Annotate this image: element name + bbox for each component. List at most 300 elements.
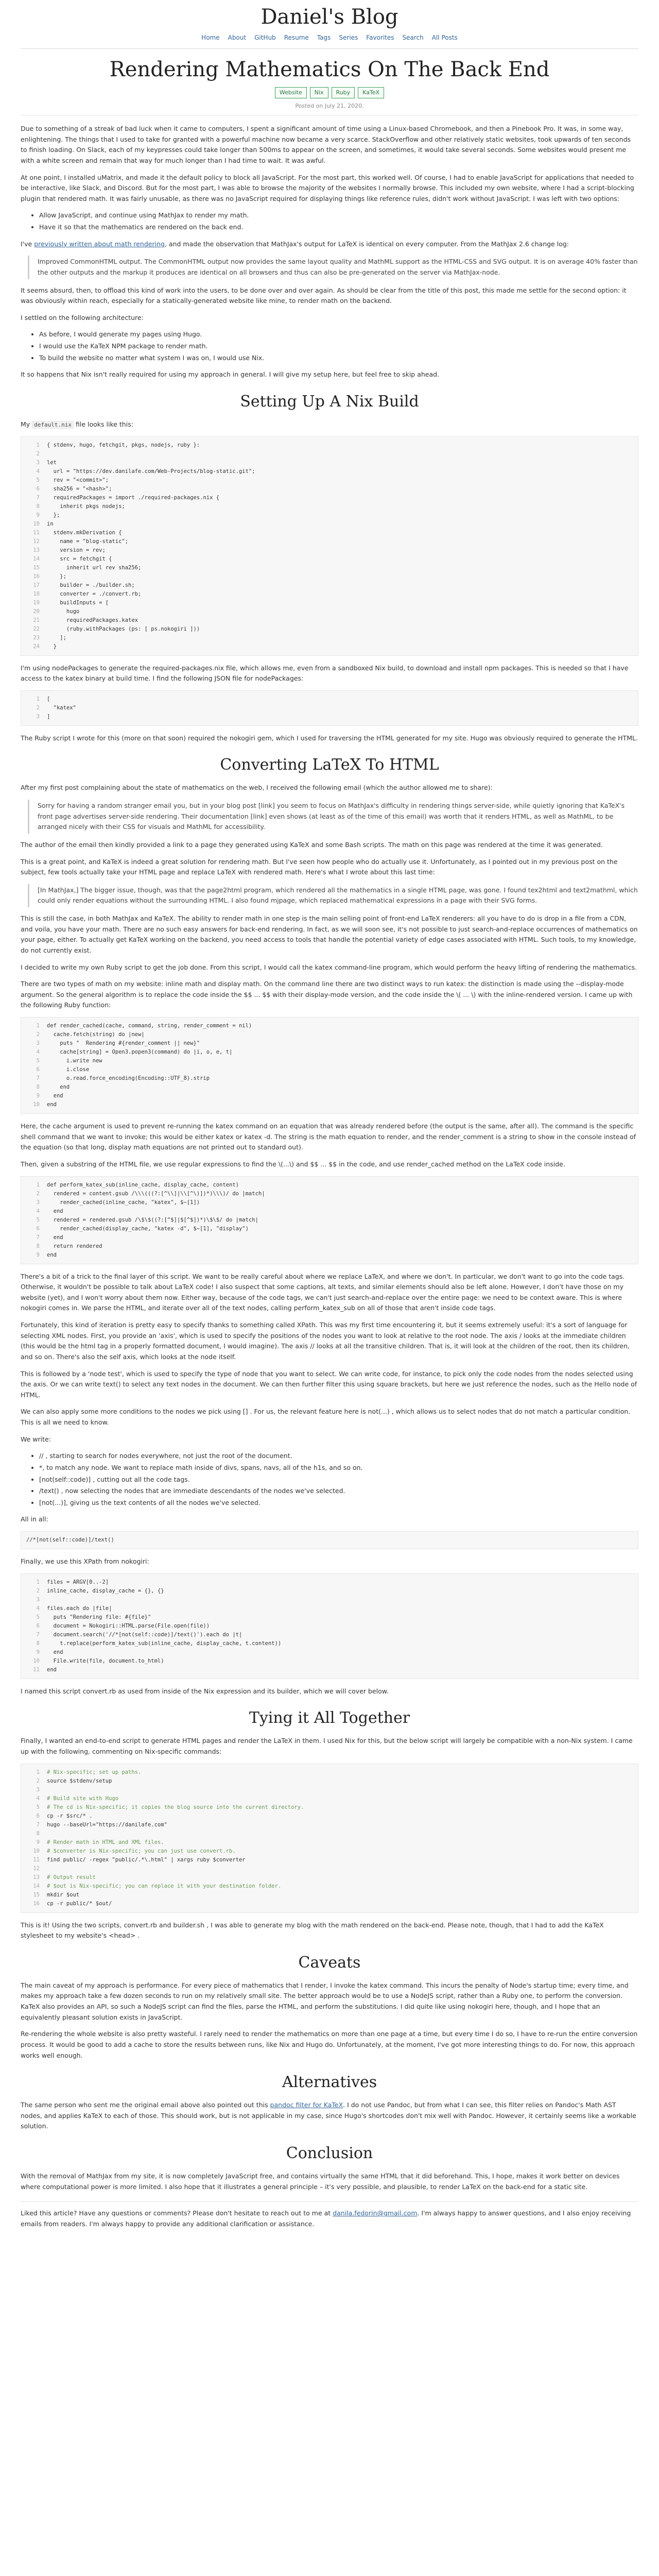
code-line: [26, 1657, 633, 1666]
line-number: 13: [33, 1874, 40, 1880]
line-number: 17: [33, 582, 40, 588]
line-number: 14: [33, 1883, 40, 1889]
line-number: 4: [36, 1208, 40, 1214]
xpath-block: //*[not(self::code)]/text(): [21, 1531, 638, 1549]
code-text: render_cached(display_cache, "katex -d", $~[1], "display"): [47, 1225, 249, 1232]
code-text: end: [47, 1093, 63, 1099]
line-number: 9: [36, 512, 40, 518]
code-line: [26, 1604, 633, 1613]
code-line: [26, 1578, 633, 1587]
code-text: "katex": [47, 704, 76, 711]
line-number: 3: [36, 1786, 40, 1793]
line-number: 5: [36, 1804, 40, 1810]
paragraph: I settled on the following architecture:: [21, 313, 144, 321]
code-line: [26, 564, 633, 572]
site-header: [0, 0, 659, 49]
code-line: [26, 529, 633, 537]
code-text: end: [47, 1101, 57, 1108]
code-text: let: [47, 459, 57, 466]
code-line: [26, 1181, 633, 1190]
code-line: [26, 1225, 633, 1233]
code-text: rendered = content.gsub /\\\(((?:[^\\]|\\[^\)])*)\\\)/ do |match|: [47, 1190, 265, 1197]
code-text: sha256 = "<hash>";: [47, 485, 112, 492]
code-text: document.search('//*[not(self::code)]/text()').each do |t|: [47, 1631, 242, 1638]
line-number: 6: [36, 1066, 40, 1073]
code-text: cp -r $src/* .: [47, 1812, 93, 1819]
code-line: [26, 695, 633, 704]
code-text: # Nix-specific; set up paths.: [47, 1769, 142, 1775]
paragraph: This is it! Using the two scripts, convert.rb and builder.sh , I was able to generate my blog with the math rendered on the back-end. Please note, though, that I had to add the KaTeX stylesheet to my website's <head> .: [21, 1921, 604, 1940]
code-line: [26, 1057, 633, 1065]
paragraph: We can also apply some more conditions to the nodes we pick using [] . For us, the relevant feature here is not(...) , which allows us to select nodes that do not match a particular condition. This is all we need to know.: [21, 1408, 631, 1427]
paragraph: Here, the cache argument is used to prevent re-running the katex command on an equation that was already rendered before (the output is the same, after all). The command is the specific shell command that we want to invoke; this would be either katex or katex -d. The string is the math equation to render, and the render_comment is a string to show in the console instead of the equation (so that long, display math equations are not printed out to standard out).: [21, 1122, 636, 1151]
code-line: [26, 625, 633, 634]
nav-link-search[interactable]: Search: [402, 34, 424, 41]
line-number: 3: [36, 713, 40, 720]
line-number: 10: [33, 1101, 40, 1108]
nav-link-resume[interactable]: Resume: [284, 34, 309, 41]
code-line: [26, 1865, 633, 1873]
code-line: [26, 476, 633, 485]
code-line: [26, 1639, 633, 1648]
code-text: [: [47, 696, 50, 702]
code-line: [26, 1777, 633, 1786]
code-text: rev = "<commit>";: [47, 477, 109, 483]
code-text: hugo --baseUrl="https://danilafe.com": [47, 1821, 167, 1828]
code-text: cache.fetch(string) do |new|: [47, 1031, 145, 1038]
code-line: [26, 537, 633, 546]
code-line: [26, 1786, 633, 1794]
paragraph: [21, 239, 638, 250]
line-number: 8: [36, 1640, 40, 1647]
line-number: 3: [36, 1040, 40, 1047]
line-number: 7: [36, 1821, 40, 1828]
line-number: 15: [33, 564, 40, 571]
code-line: [26, 1207, 633, 1216]
line-number: 2: [36, 1031, 40, 1038]
code-line: [26, 520, 633, 529]
code-text: src = fetchgit {: [47, 555, 112, 562]
header-divider: [21, 48, 638, 49]
line-number: 6: [36, 1225, 40, 1232]
code-text: o.read.force_encoding(Encoding::UTF_8).strip: [47, 1075, 210, 1082]
paragraph: It so happens that Nix isn't really required for using my approach in general. I will give my setup here, but feel free to skip ahead.: [21, 370, 440, 379]
list-item: • I would use the KaTeX NPM package to render math.: [39, 341, 638, 352]
paragraph: Re-rendering the whole website is also pretty wasteful. I rarely need to render the mathematics on more than one page at a time, but every time I do so, I have to re-run the entire conversion process. It would be good to add a cache to store the results between runs, like Nix and Hugo do. Unfortunately, at the moment, I've got more interesting things to do. For now, this approach works well enough.: [21, 2030, 638, 2059]
code-line: [26, 634, 633, 642]
line-number: 14: [33, 555, 40, 562]
line-number: 3: [36, 1596, 40, 1603]
tag-website[interactable]: Website: [275, 87, 307, 98]
code-line: [26, 704, 633, 713]
code-text: cp -r public/* $out/: [47, 1900, 112, 1907]
section-heading: Setting Up A Nix Build: [240, 392, 419, 411]
code-line: [26, 1100, 633, 1109]
line-number: 12: [33, 1865, 40, 1872]
code-text: end: [47, 1234, 63, 1241]
line-number: 24: [33, 643, 40, 650]
list-item: • Allow JavaScript, and continue using MathJax to render my math.: [39, 210, 638, 221]
code-block: [21, 690, 638, 726]
line-number: 16: [33, 1900, 40, 1907]
code-text: end: [47, 1666, 57, 1673]
code-text: # Output result: [47, 1874, 96, 1880]
line-number: 21: [33, 617, 40, 623]
nav-link-series[interactable]: Series: [339, 34, 358, 41]
link-previous-post[interactable]: previously written about math rendering: [34, 240, 165, 248]
code-block: [21, 1764, 638, 1913]
line-number: 9: [36, 1251, 40, 1258]
code-text: def perform_katex_sub(inline_cache, display_cache, content): [47, 1181, 239, 1188]
code-text: ]: [47, 713, 50, 720]
code-line: [26, 1242, 633, 1251]
code-line: [26, 1030, 633, 1039]
code-line: [26, 459, 633, 467]
line-number: 4: [36, 1795, 40, 1802]
code-text: # $out is Nix-specific; you can replace it with your destination folder.: [47, 1883, 282, 1889]
code-line: [26, 1198, 633, 1207]
code-text: end: [47, 1084, 70, 1091]
section-heading: Conclusion: [286, 2144, 373, 2163]
paragraph: The main caveat of my approach is performance. For every piece of mathematics that I render, I invoke the katex command. This incurs the penalty of Node's startup time; every time, and makes my approach take a few dozen seconds to run on my relatively small site. The better approach would be to use a NodeJS script, rather than a Ruby one, to perform the conversion. KaTeX also provides an API, so such a NodeJS script can find the files, parse the HTML, and perform the substitutions. I did quite like using nokogiri here, though, and I hope that an equivalently pleasant solution exists in JavaScript.: [21, 1981, 629, 2021]
code-line: [26, 1065, 633, 1074]
nav-link-about[interactable]: About: [228, 34, 247, 41]
code-line: [26, 546, 633, 555]
line-number: 8: [36, 1243, 40, 1249]
paragraph: This is a great point, and KaTeX is indeed a great solution for rendering math. But I've seen how people who do actually use it. Unfortunately, as I pointed out in my previous post on the subject, few tools actually take your HTML page and replace LaTeX with rendered math. Here's what I wrote about this last time:: [21, 857, 618, 876]
line-number: 2: [36, 1777, 40, 1784]
code-text: t.replace(perform_katex_sub(inline_cache, display_cache, t.content)): [47, 1640, 282, 1647]
nav-link-home[interactable]: Home: [201, 34, 220, 41]
line-number: 1: [36, 1579, 40, 1585]
paragraph: There are two types of math on my website: inline math and display math. On the command line there are two distinct ways to run katex: the distinction is made using the --display-mode argument. So the general algorithm is to replace the code inside the $$ ... $$ with their display-mode version, and the code inside the \( ... \) with the inline-rendered version. I came up with the following Ruby function:: [21, 980, 633, 1009]
code-line: [26, 1873, 633, 1882]
code-text: requiredPackages.katex: [47, 617, 138, 623]
code-line: [26, 713, 633, 721]
paragraph: Then, given a substring of the HTML file, we use regular expressions to find the \(...\) and $$ ... $$ in the code, and use render_cached method on the LaTeX code inside.: [21, 1160, 565, 1168]
line-number: 2: [36, 450, 40, 457]
tag-nix[interactable]: Nix: [310, 87, 328, 98]
line-number: 1: [36, 1181, 40, 1188]
code-line: [26, 599, 633, 607]
code-line: [26, 1812, 633, 1821]
line-number: 4: [36, 1605, 40, 1612]
line-number: 6: [36, 1622, 40, 1629]
code-text: }: [47, 643, 57, 650]
text: I've: [21, 240, 34, 248]
code-text: end: [47, 1208, 63, 1214]
code-text: name = "blog-static";: [47, 538, 129, 545]
line-number: 1: [36, 442, 40, 448]
code-text: { stdenv, hugo, fetchgit, pkgs, nodejs, ruby }:: [47, 442, 200, 448]
code-line: [26, 1596, 633, 1604]
text: . I'm always happy to answer questions, and I also enjoy receiving emails from readers. I'm always happy to provide any additional clarification or assistance.: [21, 2209, 631, 2228]
paragraph: [21, 2100, 638, 2132]
architecture-list: [39, 329, 638, 363]
code-text: # Render math in HTML and XML files.: [47, 1839, 164, 1845]
code-text: hugo: [47, 608, 80, 615]
code-text: document = Nokogiri::HTML.parse(File.open(file)): [47, 1622, 210, 1629]
line-number: 11: [33, 1856, 40, 1863]
code-text: converter = ./convert.rb;: [47, 590, 142, 597]
line-number: 10: [33, 1657, 40, 1664]
code-line: [26, 450, 633, 459]
line-number: 1: [36, 1023, 40, 1029]
paragraph: It seems absurd, then, to offload this kind of work into the users, to be done over and over again. As should be clear from the title of this post, this made me settle for the second option: it was obviously within reach, especially for a statically-generated website like mine, to render math on the backend.: [21, 286, 627, 305]
line-number: 4: [36, 1049, 40, 1056]
line-number: 9: [36, 1649, 40, 1655]
code-line: [26, 1216, 633, 1225]
link-email[interactable]: danila.fedorin@gmail.com: [333, 2209, 418, 2217]
line-number: 8: [36, 1084, 40, 1091]
line-number: 5: [36, 1614, 40, 1620]
section-heading: Alternatives: [282, 2073, 377, 2092]
section-heading: Converting LaTeX To HTML: [220, 756, 439, 774]
list-item: • *, to match any node. We want to replace math inside of divs, spans, navs, all of the h1s, and so on.: [39, 1463, 638, 1473]
code-text: inherit url rev sha256;: [47, 564, 142, 571]
code-line: [26, 1074, 633, 1083]
code-text: # Build site with Hugo: [47, 1795, 119, 1802]
code-line: [26, 1900, 633, 1908]
paragraph: Fortunately, this kind of iteration is pretty easy to specify thanks to something called XPath. This was my first time encountering it, but it seems extremely useful: it's a sort of language for selecting XML nodes. First, you provide an 'axis', which is used to specify the positions of the nodes you want to look at relative to the root node. The axis / looks at the immediate children (this would be the html tag in a properly formatted document, I would imagine). The axis // looks at all the transitive children. That is, it will look at the children of the root, then its children, and so on. There's also the self axis, which looks at the node itself.: [21, 1321, 630, 1361]
code-text: mkdir $out: [47, 1891, 80, 1898]
code-text: # $converter is Nix-specific; you can just use convert.rb.: [47, 1848, 236, 1854]
code-line: [26, 1856, 633, 1865]
code-line: [26, 590, 633, 599]
text: . I do not use Pandoc, but from what I can see, this filter relies on Pandoc's Math AST nodes, and applies KaTeX to each of those. This should work, but is not applicable in my case, since Hugo's shortcodes don't mix well with Pandoc. However, it certainly seems like a workable solution.: [21, 2101, 636, 2130]
paragraph: I decided to write my own Ruby script to get the job done. From this script, I would call the katex command-line program, which would perform the heavy lifting of rendering the mathematics.: [21, 963, 637, 971]
site-nav: [0, 33, 659, 43]
paragraph: This is still the case, in both MathJax and KaTeX. The ability to render math in one step is the main selling point of front-end LaTeX renderers: all you have to do is drop in a file from a CDN, and voila, you have your math. There are no such easy answers for back-end rendering. In fact, as we will soon see, it's not possible to just search-and-replace occurrences of mathematics on your page, either. To actually get KaTeX working on the backend, you need access to tools that handle the potential variety of edge cases associated with HTML. Such tools, to my knowledge, do not currently exist.: [21, 914, 638, 954]
line-number: 7: [36, 1075, 40, 1082]
code-line: [26, 616, 633, 625]
nav-link-favorites[interactable]: Favorites: [366, 34, 394, 41]
text: Liked this article? Have any questions or comments? Please don't hesitate to reach out to me at: [21, 2209, 333, 2217]
code-line: [26, 1891, 633, 1900]
text: My: [21, 420, 32, 428]
paragraph: All in all:: [21, 1515, 48, 1523]
code-line: [26, 1039, 633, 1048]
paragraph: Finally, I wanted an end-to-end script to generate HTML pages and render the LaTeX in them. I used Nix for this, but the below script will largely be compatible with a non-Nix system. I came up with the following, commenting on Nix-specific commands:: [21, 1737, 633, 1755]
blockquote: Sorry for having a random stranger email you, but in your blog post [link] you seem to focus on MathJax's difficulty in rendering things server-side, while quietly ignoring that KaTeX's front page advertises server-side rendering. Their documentation [link] even shows (at least as of the time of this email) was worth that it renders HTML, as well as MathML, to be arranged nicely with their CSS for visuals and MathML for accessibility.: [28, 800, 638, 834]
line-number: 19: [33, 599, 40, 606]
code-text: i.write new: [47, 1058, 102, 1064]
line-number: 15: [33, 1891, 40, 1898]
post-date: Posted on July 21, 2020.: [295, 102, 364, 109]
list-item: • Have it so that the mathematics are rendered on the back end.: [39, 222, 638, 233]
link-pandoc-filter[interactable]: pandoc filter for KaTeX: [270, 2101, 343, 2109]
line-number: 22: [33, 625, 40, 632]
code-line: [26, 1847, 633, 1856]
code-text: url = "https://dev.danilafe.com/Web-Projects/blog-static.git";: [47, 468, 255, 474]
line-number: 3: [36, 1199, 40, 1206]
line-number: 12: [33, 538, 40, 545]
code-text: files.each do |file|: [47, 1605, 112, 1612]
code-line: [26, 642, 633, 651]
line-number: 7: [36, 1631, 40, 1638]
line-number: 9: [36, 1839, 40, 1845]
tag-ruby[interactable]: Ruby: [332, 87, 355, 98]
nav-link-all-posts[interactable]: All Posts: [431, 34, 458, 41]
paragraph: At one point, I installed uMatrix, and made it the default policy to block all JavaScript. For the most part, this worked well. Of course, I had to enable JavaScript for applications that needed to be interactive, like Slack, and Discord. But for the most part, I was able to browse the majority of the websites I normally browse. This included my own website, where I had a script-blocking plugin that rendered math. It was fairly unusable, as there was no JavaScript required for displaying things like reference rules, didn't work without JavaScript. I was left with two options:: [21, 173, 634, 202]
line-number: 18: [33, 590, 40, 597]
code-line: [26, 581, 633, 590]
line-number: 23: [33, 634, 40, 641]
code-line: [26, 1838, 633, 1847]
code-text: in: [47, 520, 54, 527]
paragraph: There's a bit of a trick to the final layer of this script. We want to be really careful about where we replace LaTeX, and where we don't. In particular, we don't want to go into the code tags. Otherwise, it wouldn't be possible to talk about LaTeX code! I also suspect that some captions, alt texts, and similar elements should also be left alone. However, I don't have those on my website (yet), and I won't worry about them now. Either way, because of the code tags, we can't just search-and-replace over the entire page: we need to be context aware. This is where nokogiri comes in. We parse the HTML, and iterate over all of the text nodes, calling perform_katex_sub on all of those that aren't inside code tags.: [21, 1272, 625, 1312]
paragraph: The Ruby script I wrote for this (more on that soon) required the nokogiri gem, which I used for traversing the HTML generated for my site. Hugo was obviously required to generate the HTML.: [21, 734, 638, 742]
line-number: 6: [36, 485, 40, 492]
line-number: 11: [33, 529, 40, 536]
code-text: version = rev;: [47, 547, 106, 553]
section-heading: Tying it All Together: [249, 1709, 410, 1727]
paragraph: Finally, we use this XPath from nokogiri:: [21, 1557, 149, 1566]
paragraph: We write:: [21, 1435, 51, 1443]
code-text: puts " Rendering #{render_comment || new}": [47, 1040, 200, 1047]
code-text: return rendered: [47, 1243, 102, 1249]
code-text: cache[string] = Open3.popen3(command) do |i, o, e, t|: [47, 1049, 233, 1056]
code-text: # The cd is Nix-specific; it copies the blog source into the current directory.: [47, 1804, 304, 1810]
line-number: 11: [33, 1666, 40, 1673]
list-item: • /text() , now selecting the nodes that are immediate descendants of the nodes we've selected.: [39, 1486, 638, 1497]
code-text: inline_cache, display_cache = {}, {}: [47, 1587, 164, 1594]
code-line: [26, 1829, 633, 1838]
line-number: 8: [36, 1830, 40, 1837]
paragraph: I'm using nodePackages to generate the required-packages.nix file, which allows me, even from a sandboxed Nix build, to download and install npm packages. This is needed so that I have access to the katex binary at build time. I find the following JSON file for nodePackages:: [21, 664, 629, 683]
code-line: [26, 1622, 633, 1631]
code-line: [26, 1821, 633, 1829]
tag-katex[interactable]: KaTeX: [358, 87, 384, 98]
paragraph: I named this script convert.rb as used from inside of the Nix expression and its builder, which we will cover below.: [21, 1687, 389, 1695]
code-line: [26, 485, 633, 494]
code-text: ];: [47, 634, 66, 641]
line-number: 5: [36, 477, 40, 483]
paragraph: This is followed by a 'node test', which is used to specify the type of node that you want to select. We can write code, for instance, to pick only the code nodes from the nodes selected using the axis. Or we can write text() to select any text nodes in the document. We can then further filter this using square brackets, but here we just reference the nodes, such as the Hello node of HTML.: [21, 1369, 637, 1399]
line-number: 10: [33, 1848, 40, 1854]
code-line: [26, 1587, 633, 1596]
text: , and made the observation that MathJax's output for LaTeX is identical on every computer. From the MathJax 2.6 change log:: [164, 240, 569, 248]
code-line: [26, 1233, 633, 1242]
code-line: [26, 1048, 633, 1057]
code-text: builder = ./builder.sh;: [47, 582, 135, 588]
code-line: [26, 511, 633, 520]
code-text: end: [47, 1649, 63, 1655]
code-line: [26, 1631, 633, 1639]
code-line: [26, 1022, 633, 1030]
line-number: 1: [36, 1769, 40, 1775]
line-number: 8: [36, 503, 40, 510]
code-text: };: [47, 512, 60, 518]
line-number: 20: [33, 608, 40, 615]
code-text: (ruby.withPackages (ps: [ ps.nokogiri ])): [47, 625, 200, 632]
code-text: File.write(file, document.to_html): [47, 1657, 164, 1664]
code-line: [26, 467, 633, 476]
code-text: inherit pkgs nodejs;: [47, 503, 125, 510]
footer-divider: [21, 2201, 638, 2202]
code-line: [26, 1666, 633, 1674]
code-line: [26, 1768, 633, 1777]
code-line: [26, 1648, 633, 1657]
code-text: };: [47, 573, 66, 580]
text: file looks like this:: [74, 420, 133, 428]
code-text: def render_cached(cache, command, string, render_comment = nil): [47, 1023, 252, 1029]
code-line: [26, 1083, 633, 1092]
code-text: source $stdenv/setup: [47, 1777, 112, 1784]
code-text: files = ARGV[0..-2]: [47, 1579, 109, 1585]
list-item: • To build the website no matter what system I was on, I would use Nix.: [39, 353, 638, 364]
code-line: [26, 607, 633, 616]
option-list: [39, 210, 638, 232]
paragraph: With the removal of MathJax from my site, it is now completely JavaScript free, and contains virtually the same HTML that it did beforehand. This, I hope, makes it work better on devices where computational power is more limited. I also hope that it illustrates a general principle – it's very possible, and plausible, to render LaTeX on the back-end for a static site.: [21, 2172, 620, 2191]
xpath-list: [39, 1451, 638, 1508]
code-line: [26, 1251, 633, 1260]
text: The same person who sent me the original email above also pointed out this: [21, 2101, 270, 2109]
code-line: [26, 1190, 633, 1198]
code-line: [26, 1613, 633, 1622]
code-text: rendered = rendered.gsub /\$\$((?:[^$]|$[^$])*)\$\$/ do |match|: [47, 1216, 258, 1223]
line-number: 7: [36, 494, 40, 501]
paragraph: After my first post complaining about the state of mathematics on the web, I received the following email (which the author allowed me to share):: [21, 784, 493, 792]
code-line: [26, 1092, 633, 1100]
code-text: buildInputs = [: [47, 599, 109, 606]
code-line: [26, 502, 633, 511]
code-line: [26, 1882, 633, 1891]
line-number: 3: [36, 459, 40, 466]
paragraph: [21, 419, 638, 430]
line-number: 7: [36, 1234, 40, 1241]
nav-link-github[interactable]: GitHub: [254, 34, 276, 41]
blockquote: [In MathJax,] The bigger issue, though, was that the page2html program, which rendered all the mathematics in a single HTML page, was gone. I found tex2html and text2mathml, which could only render equations without the surrounding HTML. I also found mjpage, which replaced mathematical expressions in a page with their SVG forms.: [28, 884, 638, 907]
line-number: 2: [36, 1587, 40, 1594]
site-title[interactable]: Daniel's Blog: [261, 5, 398, 29]
code-block: [21, 436, 638, 656]
code-text: find public/ -regex "public/.*\.html" | xargs ruby $converter: [47, 1856, 246, 1863]
code-line: [26, 441, 633, 450]
code-text: end: [47, 1251, 57, 1258]
blockquote: Improved CommonHTML output. The CommonHTML output now provides the same layout quality and MathML support as the HTML-CSS and SVG output. It is on average 40% faster than the other outputs and the markup it produces are identical on all browsers and thus can also be pre-generated on the server via MathJax-node.: [28, 256, 638, 279]
inline-code: default.nix: [32, 421, 74, 429]
nav-link-tags[interactable]: Tags: [317, 34, 331, 41]
code-line: [26, 572, 633, 581]
list-item: • As before, I would generate my pages using Hugo.: [39, 329, 638, 340]
code-block: [21, 1017, 638, 1114]
line-number: 13: [33, 547, 40, 553]
code-text: render_cached(inline_cache, "katex", $~[1]): [47, 1199, 200, 1206]
list-item: • [not(...)], giving us the text contents of all the nodes we've selected.: [39, 1498, 638, 1509]
line-number: 9: [36, 1093, 40, 1099]
line-number: 1: [36, 696, 40, 702]
line-number: 16: [33, 573, 40, 580]
code-block: [21, 1176, 638, 1264]
line-number: 6: [36, 1812, 40, 1819]
list-item: • [not(self::code)] , cutting out all the code tags.: [39, 1475, 638, 1485]
line-number: 5: [36, 1216, 40, 1223]
line-number: 2: [36, 1190, 40, 1197]
code-text: i.close: [47, 1066, 90, 1073]
section-heading: Caveats: [298, 1953, 361, 1972]
code-text: requiredPackages = import ./required-packages.nix {: [47, 494, 220, 501]
line-number: 2: [36, 704, 40, 711]
line-number: 4: [36, 468, 40, 474]
code-text: stdenv.mkDerivation {: [47, 529, 122, 536]
code-line: [26, 1794, 633, 1803]
paragraph: [21, 2208, 638, 2229]
code-block: [21, 1573, 638, 1679]
paragraph: Due to something of a streak of bad luck when it came to computers, I spent a significant amount of time using a Linux-based Chromebook, and then a Pinebook Pro. It was, in some way, enlightening. The things that I used to take for granted with a powerful machine now became a very scarce. StackOverflow and other relatively static websites, took upwards of ten seconds to finish loading. On Slack, each of my keypresses could take longer than 500ms to appear on the screen, and sometimes, it would take several seconds. Some websites would present me with a white screen and remain that way for much longer than I had time to wait. It was awful.: [21, 125, 631, 164]
line-number: 5: [36, 1058, 40, 1064]
tag-list: [21, 87, 638, 98]
